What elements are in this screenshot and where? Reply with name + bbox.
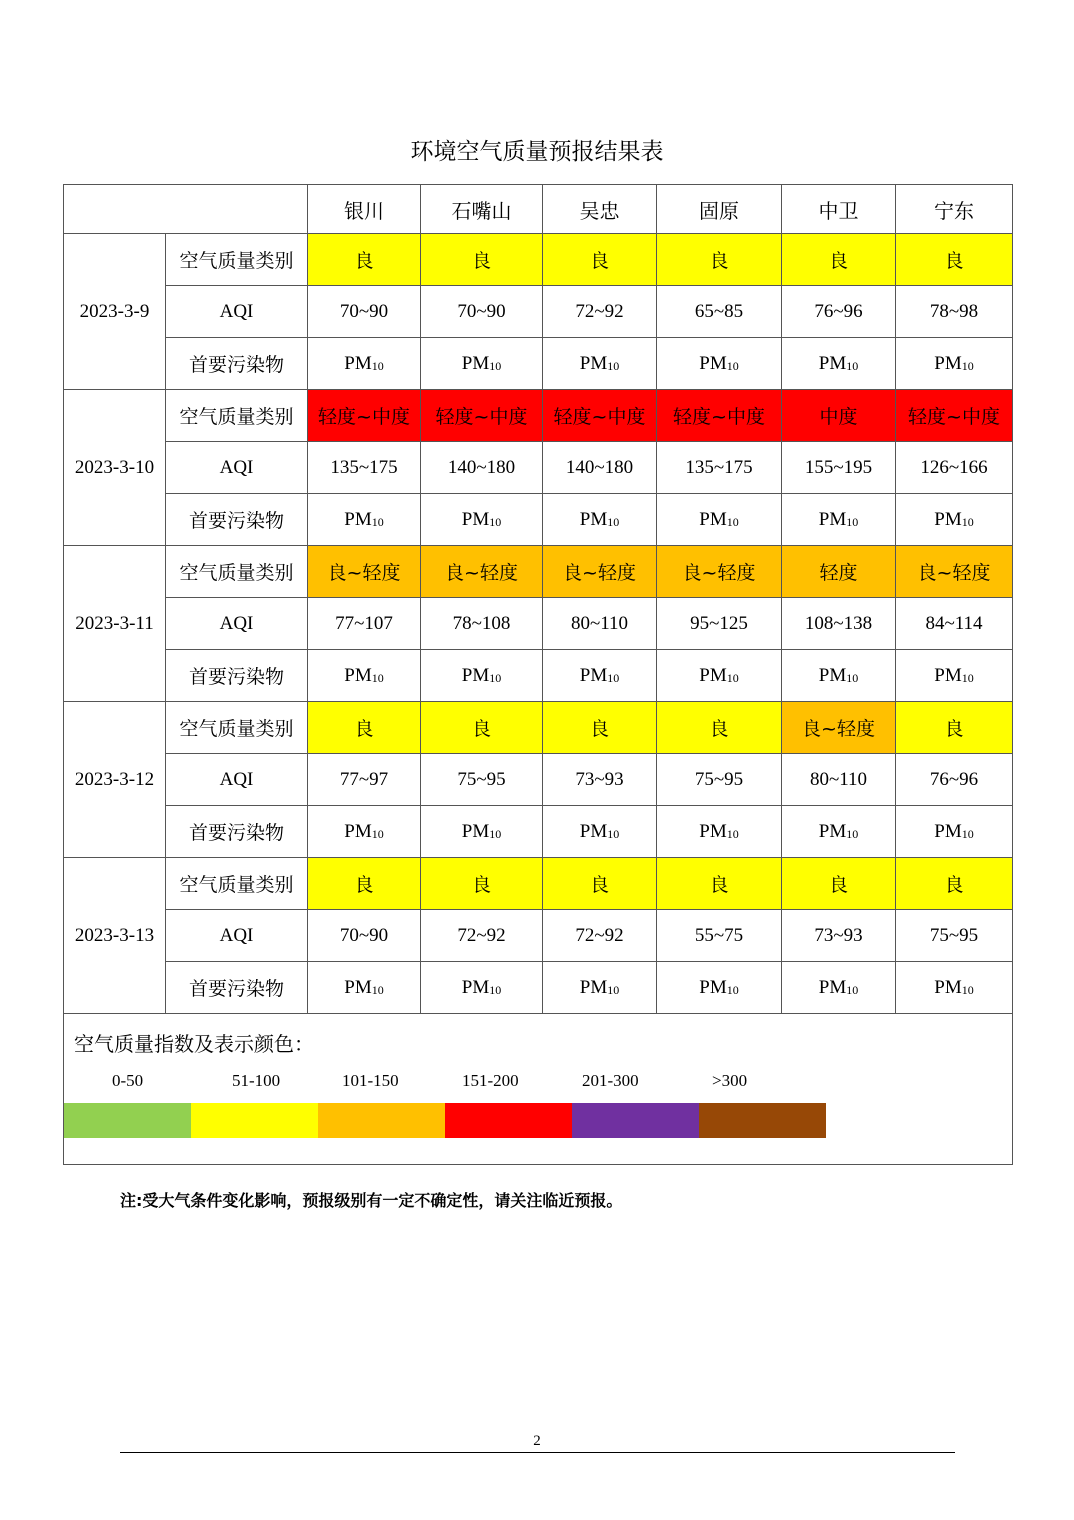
category-label: 空气质量类别 (166, 234, 308, 286)
legend-color-swatch (572, 1103, 699, 1138)
legend-color-swatch (191, 1103, 318, 1138)
pollutant-cell (543, 494, 657, 546)
aqi-row (64, 286, 1013, 338)
category-cell: 轻度~中度 (421, 390, 543, 442)
pollutant-subscript: 10 (489, 514, 502, 529)
category-cell: 轻度~中度 (657, 390, 782, 442)
legend-range-label: 51-100 (232, 1071, 281, 1090)
aqi-cell: 73~93 (782, 910, 896, 962)
pollutant-subscript: 10 (371, 514, 384, 529)
pollutant-cell (308, 494, 421, 546)
category-cell: 良 (543, 702, 657, 754)
legend-range-label: 151-200 (462, 1071, 519, 1090)
pollutant-base: PM (461, 352, 490, 374)
pollutant-base: PM (699, 508, 727, 530)
pollutant-base: PM (934, 820, 962, 842)
pollutant-base: PM (344, 508, 372, 530)
category-cell: 良~轻度 (308, 546, 421, 598)
pollutant-cell (782, 494, 896, 546)
page-title: 环境空气质量预报结果表 (410, 139, 664, 165)
category-cell: 良 (657, 234, 782, 286)
pollutant-base: PM (344, 976, 372, 998)
pollutant-cell (657, 806, 782, 858)
aqi-cell: 76~96 (896, 754, 1013, 806)
pollutant-cell (896, 494, 1013, 546)
legend-color-swatch (64, 1103, 191, 1138)
category-cell: 良 (543, 858, 657, 910)
aqi-row (64, 754, 1013, 806)
city-header: 中卫 (782, 185, 896, 234)
pollutant-subscript: 10 (371, 670, 384, 685)
category-cell: 良 (896, 702, 1013, 754)
category-cell: 良 (421, 234, 543, 286)
header-row (64, 185, 1013, 234)
pollutant-base: PM (461, 508, 490, 530)
pollutant-base: PM (579, 664, 608, 686)
aqi-cell: 126~166 (896, 442, 1013, 494)
date-cell: 2023-3-13 (64, 858, 166, 1014)
pollutant-cell (543, 806, 657, 858)
pollutant-subscript: 10 (371, 358, 384, 373)
aqi-cell: 70~90 (421, 286, 543, 338)
aqi-row (64, 598, 1013, 650)
pollutant-row (64, 650, 1013, 702)
pollutant-base: PM (934, 352, 962, 374)
category-cell: 良 (308, 234, 421, 286)
pollutant-row (64, 962, 1013, 1014)
pollutant-cell (308, 650, 421, 702)
pollutant-row (64, 338, 1013, 390)
aqi-cell: 84~114 (896, 598, 1013, 650)
pollutant-cell (782, 650, 896, 702)
pollutant-label: 首要污染物 (166, 338, 308, 390)
category-cell: 良 (308, 702, 421, 754)
pollutant-base: PM (818, 664, 847, 686)
legend-color-swatch (318, 1103, 445, 1138)
pollutant-base: PM (699, 820, 727, 842)
pollutant-cell (896, 962, 1013, 1014)
aqi-cell: 135~175 (308, 442, 421, 494)
aqi-cell: 55~75 (657, 910, 782, 962)
pollutant-base: PM (579, 508, 608, 530)
city-header: 吴忠 (543, 185, 657, 234)
pollutant-subscript: 10 (371, 982, 384, 997)
aqi-cell: 70~90 (308, 286, 421, 338)
pollutant-subscript: 10 (846, 514, 859, 529)
pollutant-base: PM (579, 976, 608, 998)
pollutant-cell (657, 494, 782, 546)
pollutant-cell (782, 806, 896, 858)
pollutant-cell (308, 806, 421, 858)
aqi-cell: 75~95 (421, 754, 543, 806)
forecast-table (63, 184, 1013, 1165)
pollutant-label: 首要污染物 (166, 806, 308, 858)
category-cell: 良 (896, 858, 1013, 910)
aqi-label: AQI (166, 754, 308, 806)
pollutant-subscript: 10 (607, 826, 620, 841)
pollutant-base: PM (699, 352, 727, 374)
pollutant-cell (782, 962, 896, 1014)
aqi-cell: 75~95 (896, 910, 1013, 962)
category-cell: 良 (308, 858, 421, 910)
pollutant-base: PM (579, 820, 608, 842)
legend-range-label: 201-300 (582, 1071, 639, 1090)
legend-cell (64, 1014, 1013, 1165)
city-header: 固原 (657, 185, 782, 234)
pollutant-subscript: 10 (961, 358, 974, 373)
legend-color-swatch (445, 1103, 572, 1138)
pollutant-subscript: 10 (961, 670, 974, 685)
aqi-cell: 95~125 (657, 598, 782, 650)
date-cell: 2023-3-9 (64, 234, 166, 390)
pollutant-cell (421, 806, 543, 858)
legend-title: 空气质量指数及表示颜色： (74, 1032, 314, 1056)
pollutant-subscript: 10 (726, 514, 739, 529)
pollutant-label: 首要污染物 (166, 494, 308, 546)
category-cell: 良 (543, 234, 657, 286)
pollutant-subscript: 10 (846, 670, 859, 685)
pollutant-subscript: 10 (489, 982, 502, 997)
pollutant-row (64, 806, 1013, 858)
pollutant-subscript: 10 (607, 670, 620, 685)
aqi-label: AQI (166, 598, 308, 650)
pollutant-subscript: 10 (489, 826, 502, 841)
aqi-cell: 140~180 (421, 442, 543, 494)
pollutant-cell (657, 650, 782, 702)
header-blank-cell (64, 185, 308, 234)
pollutant-cell (421, 650, 543, 702)
aqi-label: AQI (166, 910, 308, 962)
category-cell: 轻度 (782, 546, 896, 598)
pollutant-base: PM (461, 820, 490, 842)
pollutant-base: PM (818, 820, 847, 842)
category-row (64, 234, 1013, 286)
aqi-cell: 76~96 (782, 286, 896, 338)
pollutant-subscript: 10 (371, 826, 384, 841)
pollutant-base: PM (579, 352, 608, 374)
aqi-cell: 77~107 (308, 598, 421, 650)
pollutant-cell (657, 338, 782, 390)
pollutant-label: 首要污染物 (166, 650, 308, 702)
pollutant-base: PM (818, 976, 847, 998)
aqi-row (64, 442, 1013, 494)
aqi-label: AQI (166, 286, 308, 338)
legend-range-label: 101-150 (342, 1071, 399, 1090)
category-cell: 良 (896, 234, 1013, 286)
category-label: 空气质量类别 (166, 702, 308, 754)
pollutant-cell (782, 338, 896, 390)
pollutant-cell (896, 650, 1013, 702)
category-cell: 轻度~中度 (896, 390, 1013, 442)
date-cell: 2023-3-10 (64, 390, 166, 546)
page-number: 2 (533, 1433, 541, 1449)
footer-divider (120, 1452, 955, 1453)
pollutant-cell (896, 806, 1013, 858)
aqi-cell: 73~93 (543, 754, 657, 806)
pollutant-subscript: 10 (607, 982, 620, 997)
category-cell: 轻度~中度 (308, 390, 421, 442)
aqi-cell: 140~180 (543, 442, 657, 494)
aqi-cell: 80~110 (543, 598, 657, 650)
pollutant-base: PM (461, 664, 490, 686)
pollutant-base: PM (344, 352, 372, 374)
pollutant-cell (657, 962, 782, 1014)
pollutant-cell (543, 338, 657, 390)
pollutant-base: PM (818, 508, 847, 530)
pollutant-cell (896, 338, 1013, 390)
pollutant-subscript: 10 (961, 982, 974, 997)
pollutant-base: PM (934, 508, 962, 530)
category-row (64, 546, 1013, 598)
aqi-cell: 72~92 (421, 910, 543, 962)
pollutant-subscript: 10 (607, 514, 620, 529)
category-cell: 轻度~中度 (543, 390, 657, 442)
pollutant-base: PM (934, 664, 962, 686)
category-cell: 良 (782, 234, 896, 286)
aqi-cell: 70~90 (308, 910, 421, 962)
pollutant-subscript: 10 (846, 358, 859, 373)
pollutant-base: PM (344, 820, 372, 842)
aqi-cell: 155~195 (782, 442, 896, 494)
category-row (64, 858, 1013, 910)
category-cell: 良 (421, 702, 543, 754)
pollutant-subscript: 10 (726, 358, 739, 373)
pollutant-subscript: 10 (726, 670, 739, 685)
pollutant-subscript: 10 (489, 358, 502, 373)
category-cell: 中度 (782, 390, 896, 442)
legend-row (64, 1014, 1013, 1165)
category-cell: 良~轻度 (543, 546, 657, 598)
pollutant-subscript: 10 (726, 982, 739, 997)
category-cell: 良 (421, 858, 543, 910)
category-cell: 良 (782, 858, 896, 910)
legend-range-label: 0-50 (112, 1071, 144, 1090)
legend-color-swatch (699, 1103, 826, 1138)
pollutant-base: PM (699, 976, 727, 998)
pollutant-base: PM (461, 976, 490, 998)
category-row (64, 702, 1013, 754)
aqi-cell: 72~92 (543, 286, 657, 338)
pollutant-base: PM (818, 352, 847, 374)
pollutant-subscript: 10 (607, 358, 620, 373)
aqi-cell: 135~175 (657, 442, 782, 494)
aqi-cell: 78~98 (896, 286, 1013, 338)
pollutant-cell (308, 338, 421, 390)
pollutant-cell (308, 962, 421, 1014)
aqi-cell: 65~85 (657, 286, 782, 338)
pollutant-subscript: 10 (846, 826, 859, 841)
footnote: 注:受大气条件变化影响，预报级别有一定不确定性，请关注临近预报。 (120, 1191, 623, 1210)
city-header: 宁东 (896, 185, 1013, 234)
pollutant-subscript: 10 (489, 670, 502, 685)
aqi-cell: 80~110 (782, 754, 896, 806)
aqi-cell: 75~95 (657, 754, 782, 806)
pollutant-cell (421, 962, 543, 1014)
pollutant-base: PM (934, 976, 962, 998)
pollutant-subscript: 10 (846, 982, 859, 997)
aqi-cell: 108~138 (782, 598, 896, 650)
aqi-cell: 72~92 (543, 910, 657, 962)
pollutant-cell (421, 494, 543, 546)
pollutant-label: 首要污染物 (166, 962, 308, 1014)
category-cell: 良~轻度 (782, 702, 896, 754)
aqi-label: AQI (166, 442, 308, 494)
category-row (64, 390, 1013, 442)
pollutant-subscript: 10 (726, 826, 739, 841)
aqi-cell: 78~108 (421, 598, 543, 650)
pollutant-row (64, 494, 1013, 546)
pollutant-cell (421, 338, 543, 390)
pollutant-cell (543, 962, 657, 1014)
pollutant-base: PM (344, 664, 372, 686)
category-label: 空气质量类别 (166, 858, 308, 910)
category-cell: 良 (657, 858, 782, 910)
pollutant-base: PM (699, 664, 727, 686)
date-cell: 2023-3-12 (64, 702, 166, 858)
category-cell: 良~轻度 (657, 546, 782, 598)
category-cell: 良~轻度 (421, 546, 543, 598)
aqi-cell: 77~97 (308, 754, 421, 806)
city-header: 石嘴山 (421, 185, 543, 234)
category-label: 空气质量类别 (166, 390, 308, 442)
category-label: 空气质量类别 (166, 546, 308, 598)
pollutant-cell (543, 650, 657, 702)
city-header: 银川 (308, 185, 421, 234)
pollutant-subscript: 10 (961, 826, 974, 841)
legend-range-label: >300 (712, 1071, 748, 1090)
category-cell: 良~轻度 (896, 546, 1013, 598)
pollutant-subscript: 10 (961, 514, 974, 529)
date-cell: 2023-3-11 (64, 546, 166, 702)
aqi-row (64, 910, 1013, 962)
category-cell: 良 (657, 702, 782, 754)
